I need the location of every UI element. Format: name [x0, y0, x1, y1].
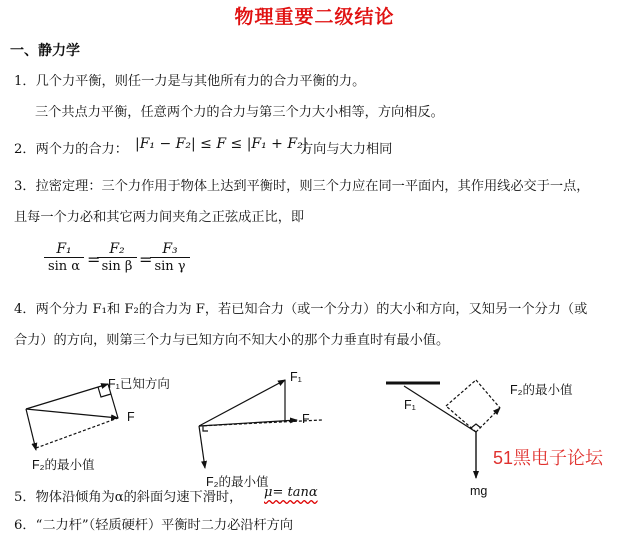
d1-f2-vector — [26, 409, 36, 450]
d3-right-angle — [471, 424, 481, 428]
watermark: 51黑电子论坛 — [493, 448, 604, 468]
d1-f1-label: F₁已知方向 — [108, 377, 170, 391]
lami-fraction-3 — [150, 241, 190, 274]
item-5-formula: μ= tanα — [264, 485, 318, 500]
item-2-formula: |F₁ − F₂| ≤ F ≤ |F₁ + F₂| — [135, 136, 308, 152]
item-2-suffix: 方向与大力相同 — [300, 142, 393, 157]
item-4-line-1: 4．两个分力 F₁和 F₂的合力为 F，若已知合力（或一个分力）的大小和方向，又知另一个分力（或 — [14, 302, 588, 317]
lami-fraction-1 — [44, 241, 84, 274]
d1-f-vector — [26, 409, 118, 418]
item-3-line-2: 且每一个力必和其它两力间夹角之正弦成正比，即 — [14, 210, 305, 225]
d3-dashed-2 — [446, 380, 476, 406]
d3-f1-label: F₁ — [404, 398, 416, 412]
d3-mg-label: mg — [470, 484, 488, 498]
d2-f-vector — [199, 420, 297, 426]
d1-f2-label: F₂的最小值 — [32, 458, 95, 472]
item-4-line-2: 合力）的方向，则第三个力与已知方向不知大小的那个力垂直时有最小值。 — [14, 333, 450, 348]
lami-denominator-3: sin γ — [154, 259, 186, 274]
lami-fraction-2 — [97, 241, 137, 274]
item-6: 6．“二力杆”（轻质硬杆）平衡时二力必沿杆方向 — [14, 518, 294, 533]
d1-f1-vector — [26, 384, 108, 409]
d2-right-angle — [203, 426, 208, 431]
d2-f2-vector — [199, 426, 205, 468]
diagram-3 — [386, 380, 500, 478]
item-5-prefix: 5．物体沿倾角为α的斜面匀速下滑时， — [14, 490, 243, 505]
lami-equals-1: = — [87, 250, 101, 269]
d2-f2-label: F₂的最小值 — [206, 475, 269, 489]
d2-f1-label: F₁ — [290, 370, 302, 384]
lami-numerator-3: F₃ — [150, 241, 190, 258]
page-title: 物理重要二级结论 — [234, 6, 395, 28]
diagram-1 — [26, 384, 118, 450]
lami-numerator-2: F₂ — [97, 241, 137, 258]
d2-f-label: F — [302, 412, 310, 426]
section-heading: 一、静力学 — [10, 43, 80, 59]
item-1-line-1: 1．几个力平衡，则任一力是与其他所有力的合力平衡的力。 — [14, 74, 366, 89]
d1-dashed — [36, 418, 118, 448]
lami-numerator-1: F₁ — [44, 241, 84, 258]
item-1-line-2: 三个共点力平衡，任意两个力的合力与第三个力大小相等，方向相反。 — [35, 105, 444, 120]
lami-equals-2: = — [139, 250, 153, 269]
d2-f1-vector — [199, 380, 285, 426]
item-2-prefix: 2．两个力的合力： — [14, 142, 128, 157]
item-3-line-1: 3．拉密定理：三个力作用于物体上达到平衡时，则三个力应在同一平面内，其作用线必交于一点， — [14, 179, 590, 194]
d3-dashed-3 — [476, 380, 500, 408]
lami-denominator-2: sin β — [101, 259, 133, 274]
lami-denominator-1: sin α — [47, 259, 81, 274]
d1-f-label: F — [127, 410, 135, 424]
d3-f2-vector — [476, 408, 500, 432]
d3-f2-label: F₂的最小值 — [510, 383, 573, 397]
